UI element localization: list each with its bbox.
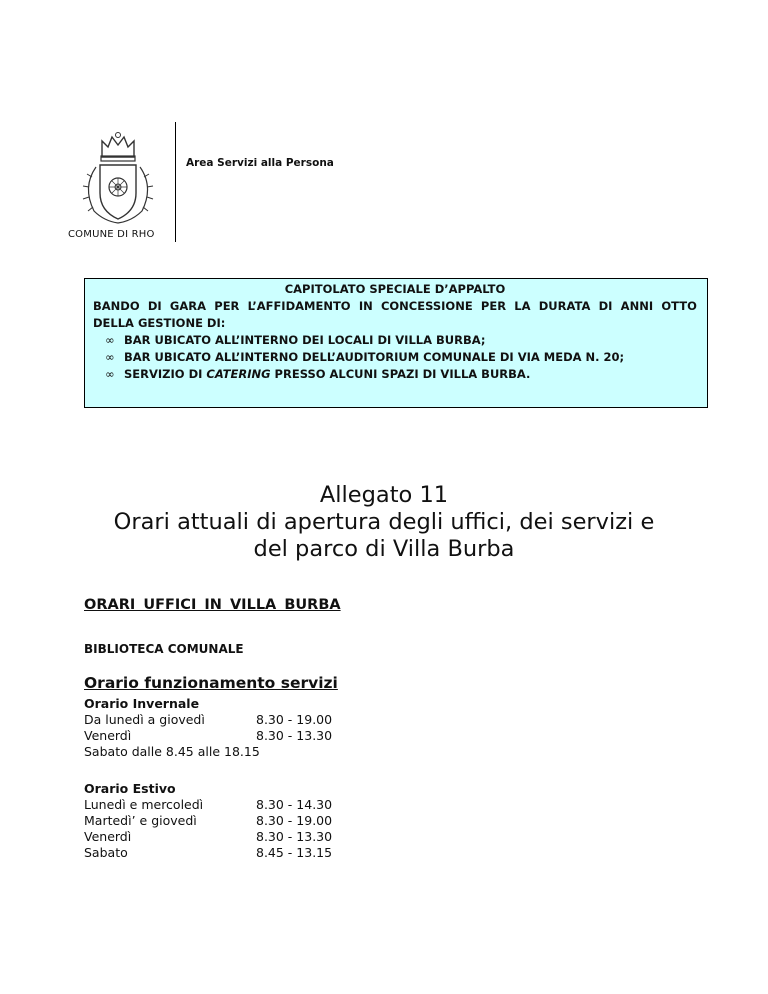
box-title: CAPITOLATO SPECIALE D’APPALTO <box>284 282 506 296</box>
box-word: OTTO <box>661 299 697 313</box>
box-word: ANNI <box>620 299 654 313</box>
box-word: DI <box>147 299 162 313</box>
box-word: LA <box>514 299 531 313</box>
box-word: DURATA <box>538 299 591 313</box>
bullet-text <box>124 366 530 383</box>
title-line: Allegato 11 <box>319 482 449 508</box>
schedule-time: 8.30 - 14.30 <box>256 797 333 812</box>
bullet-item <box>93 332 697 349</box>
schedule-row <box>84 829 333 845</box>
estivo-title: Orario Estivo <box>84 781 176 796</box>
infinity-bullet-icon: ∞ <box>105 350 115 364</box>
coat-of-arms-icon <box>74 127 162 227</box>
logo-caption: COMUNE DI RHO <box>68 229 155 240</box>
section-heading: ORARI UFFICI IN VILLA BURBA <box>84 597 341 613</box>
biblioteca-heading: BIBLIOTECA COMUNALE <box>84 642 244 656</box>
bullet-text-pre: SERVIZIO DI <box>124 367 207 381</box>
schedule-row <box>84 845 333 861</box>
title-line: del parco di Villa Burba <box>253 536 515 562</box>
box-word: BANDO <box>93 299 140 313</box>
header-divider <box>175 122 176 242</box>
schedule-label: Lunedì e mercoledì <box>84 797 204 812</box>
infinity-bullet-icon: ∞ <box>105 333 115 347</box>
schedule-time: 8.30 - 13.30 <box>256 829 333 844</box>
schedule-row <box>84 797 333 813</box>
orario-heading: Orario funzionamento servizi <box>84 674 338 692</box>
bullet-text: BAR UBICATO ALL’INTERNO DEI LOCALI DI VILLA BURBA; <box>124 333 486 347</box>
schedule-time: 8.30 - 13.30 <box>256 728 333 743</box>
box-line2: DELLA GESTIONE DI: <box>93 316 226 330</box>
schedule-label: Da lunedì a giovedì <box>84 712 205 727</box>
bullet-text: BAR UBICATO ALL’INTERNO DELL’AUDITORIUM COMUNALE DI VIA MEDA N. 20; <box>124 350 625 364</box>
box-word: PER <box>480 299 507 313</box>
box-word: GARA <box>169 299 207 313</box>
tender-box <box>84 278 708 408</box>
box-word: L’AFFIDAMENTO <box>247 299 351 313</box>
schedule-row <box>84 712 333 728</box>
schedule-time: 8.30 - 19.00 <box>256 712 333 727</box>
box-word: PER <box>214 299 240 313</box>
box-word: CONCESSIONE <box>380 299 473 313</box>
schedule-row <box>84 728 333 744</box>
bullet-item <box>93 366 697 383</box>
schedule-label: Martedì’ e giovedì <box>84 813 197 828</box>
infinity-bullet-icon: ∞ <box>105 367 115 381</box>
area-label: Area Servizi alla Persona <box>186 157 334 169</box>
bullet-text-emphasis: CATERING <box>206 367 271 381</box>
box-line-justified <box>93 298 697 315</box>
schedule-row <box>84 813 333 829</box>
title-line: Orari attuali di apertura degli uffici, dei servizi e <box>113 509 655 535</box>
comune-logo <box>68 127 168 245</box>
page-title <box>0 482 768 563</box>
box-word: IN <box>358 299 373 313</box>
schedule-time: 8.45 - 13.15 <box>256 845 333 860</box>
box-word: DI <box>598 299 613 313</box>
schedule-label: Venerdì <box>84 829 132 844</box>
estivo-block <box>84 781 333 861</box>
schedule-label: Venerdì <box>84 728 132 743</box>
schedule-label: Sabato <box>84 845 128 860</box>
invernale-block <box>84 696 333 760</box>
schedule-time: 8.30 - 19.00 <box>256 813 333 828</box>
schedule-sabato: Sabato dalle 8.45 alle 18.15 <box>84 744 260 759</box>
bullet-text-post: PRESSO ALCUNI SPAZI DI VILLA BURBA. <box>270 367 531 381</box>
bullet-item <box>93 349 697 366</box>
invernale-title: Orario Invernale <box>84 696 200 711</box>
